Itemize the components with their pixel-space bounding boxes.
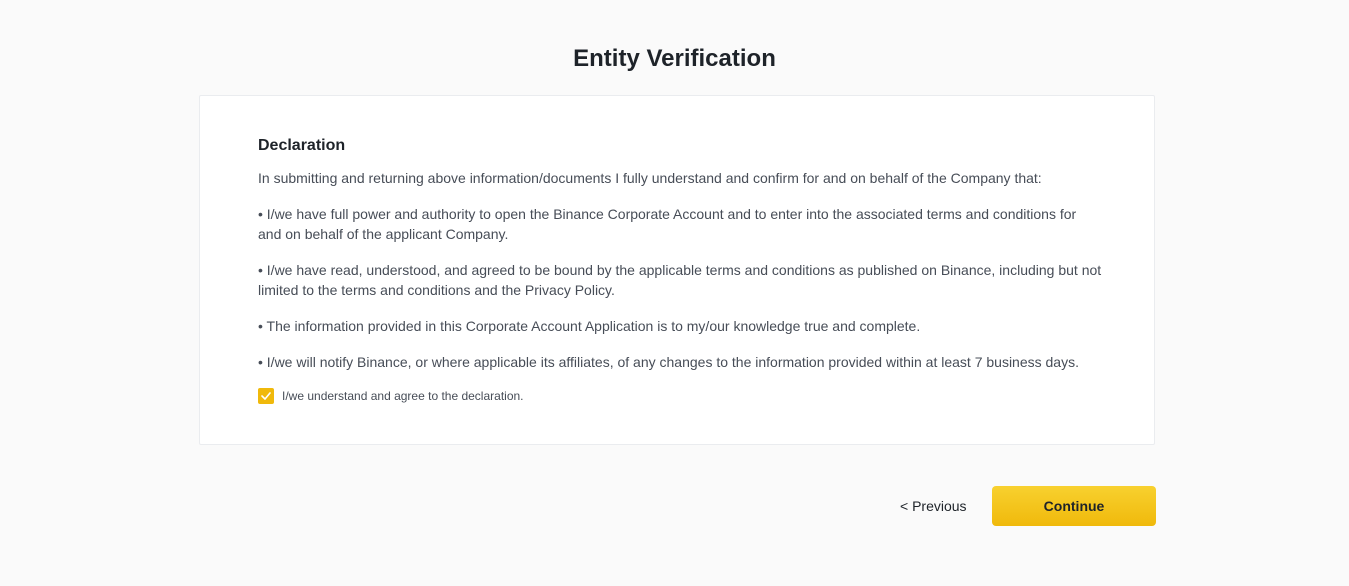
declaration-heading: Declaration xyxy=(258,137,346,154)
declaration-card xyxy=(199,95,1155,445)
declaration-bullet: • I/we have read, understood, and agreed to be bound by the applicable terms and conditions as published on Binance, including but not limited to the terms and conditions and the Privacy Policy. xyxy=(258,262,1102,298)
page-title: Entity Verification xyxy=(573,45,776,72)
declaration-bullet: • I/we will notify Binance, or where applicable its affiliates, of any changes to the information provided within at least 7 business days. xyxy=(258,354,1079,370)
check-icon xyxy=(261,392,271,400)
agree-row xyxy=(258,388,1103,404)
agree-label[interactable]: I/we understand and agree to the declaration. xyxy=(282,389,524,403)
declaration-bullet: • The information provided in this Corporate Account Application is to my/our knowledge true and complete. xyxy=(258,318,921,334)
declaration-content xyxy=(258,134,1103,404)
declaration-intro: In submitting and returning above information/documents I fully understand and confirm for and on behalf of the Company that: xyxy=(258,170,1042,186)
declaration-bullet: • I/we have full power and authority to open the Binance Corporate Account and to enter into the associated terms and conditions for and on behalf of the applicant Company. xyxy=(258,206,1077,242)
previous-button[interactable]: < Previous xyxy=(900,498,967,514)
agree-checkbox[interactable] xyxy=(258,388,274,404)
continue-button[interactable]: Continue xyxy=(992,486,1156,526)
